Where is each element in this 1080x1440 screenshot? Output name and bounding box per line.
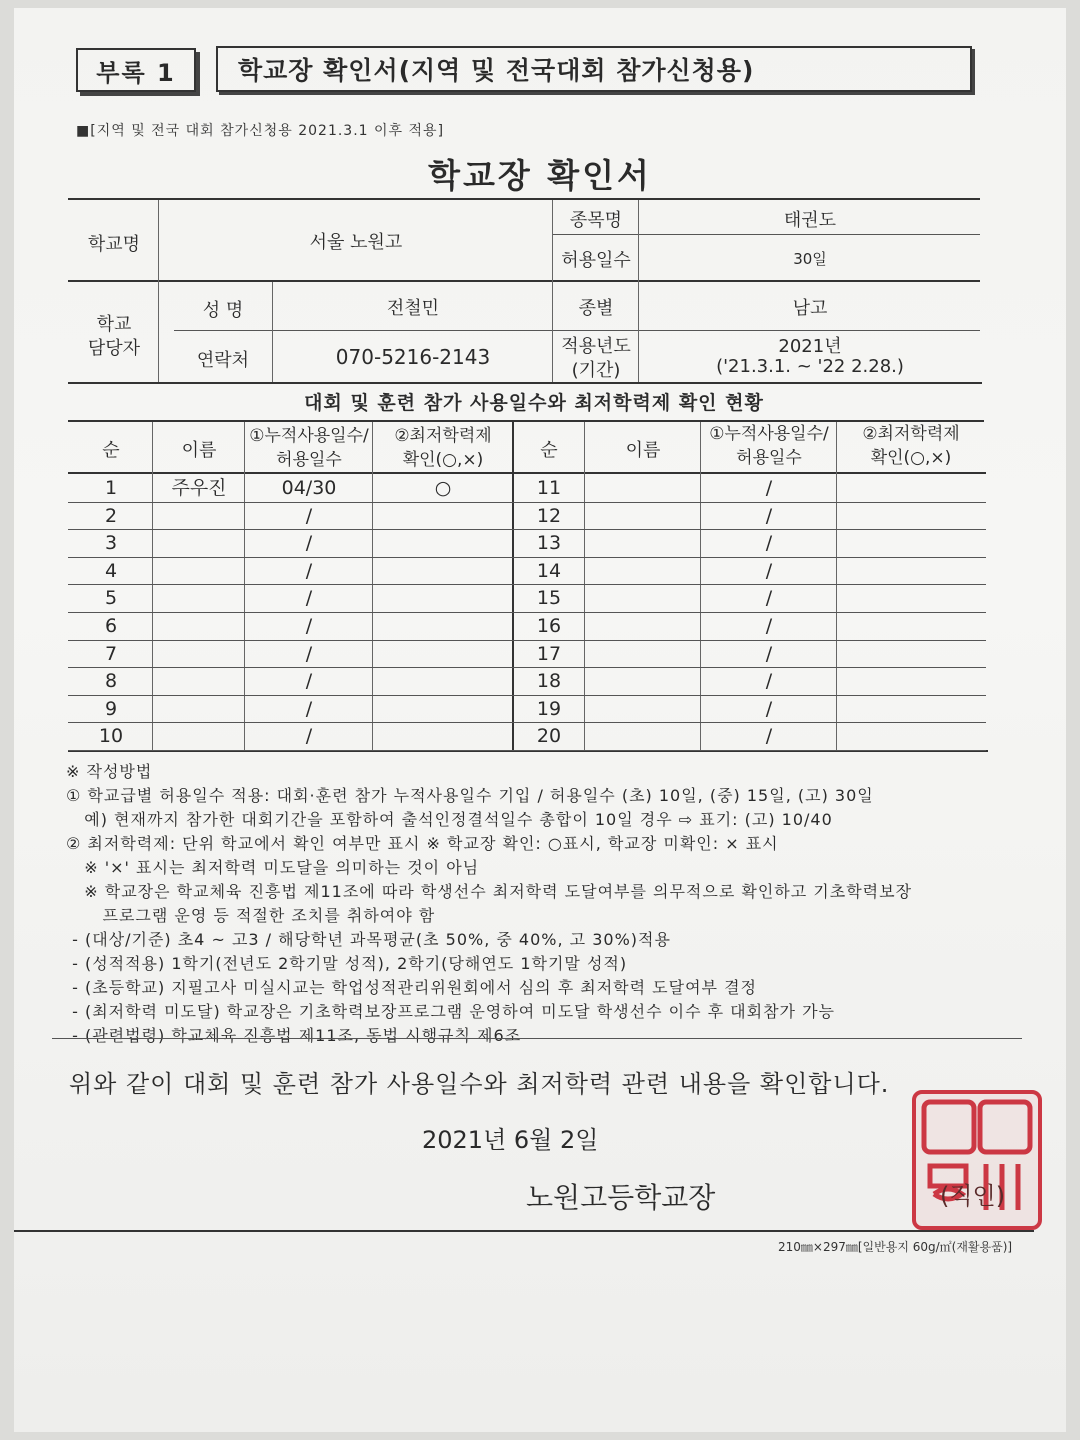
divider (68, 280, 980, 282)
col-min-header (838, 422, 984, 470)
divider (174, 330, 980, 331)
cell-no: 3 (104, 532, 118, 555)
year-value-2: ('21.3.1. ~ '22 2.28.) (716, 356, 904, 377)
document-title: 학교장 확인서 (428, 156, 652, 195)
paper-spec: 210㎜×297㎜[일반용지 60g/㎡(재활용품)] (778, 1240, 1013, 1254)
note-line: ① 학교급별 허용일수 적용: 대회·훈련 참가 누적사용일수 기입 / 허용일수 (초) 10일, (중) 15일, (고) 30일 (66, 786, 874, 805)
divider (152, 422, 153, 750)
divider (158, 200, 159, 382)
col-days-header-line2: 허용일수 (276, 450, 342, 470)
divider (552, 234, 980, 235)
col-name-header: 이름 (625, 440, 661, 461)
note-line: - (성적적용) 1학기(전년도 2학기말 성적), 2학기(당해연도 1학기말 성적) (66, 954, 628, 973)
divider (68, 198, 980, 200)
cell-days: / (305, 615, 313, 637)
cell-no: 12 (536, 504, 562, 527)
cell-days: / (305, 697, 313, 720)
cell-days: / (305, 670, 313, 693)
contact-value: 070-5216-2143 (335, 345, 491, 369)
cell-days: / (765, 725, 773, 748)
cell-no: 8 (104, 670, 118, 693)
name-value: 전철민 (386, 298, 440, 319)
cell-no: 6 (104, 615, 118, 637)
cell-no: 20 (536, 725, 562, 748)
manager-label-1: 학교 (96, 314, 132, 335)
cell-no: 14 (536, 559, 562, 582)
year-value-1: 2021년 (778, 336, 842, 357)
gender-label: 종별 (578, 298, 614, 319)
cell-no: 9 (104, 697, 118, 720)
cell-no: 15 (536, 587, 562, 610)
col-name-header: 이름 (181, 440, 217, 461)
cell-days: / (305, 559, 313, 582)
col-no-header: 순 (540, 440, 558, 461)
cell-no: 4 (104, 559, 118, 582)
divider (68, 382, 982, 384)
cell-no: 2 (104, 504, 118, 527)
school-value: 서울 노원고 (309, 232, 403, 253)
school-principal: 노원고등학교장 (526, 1181, 716, 1214)
divider (52, 1038, 1022, 1039)
year-label-2: (기간) (571, 360, 621, 381)
cell-days: / (765, 504, 773, 527)
note-line: - (대상/기준) 초4 ~ 고3 / 해당학년 과목평균(초 50%, 중 40%, 고 30%)적용 (66, 930, 671, 949)
note-line: ② 최저학력제: 단위 학교에서 확인 여부만 표시 ※ 학교장 확인: ○표시, 학교장 미확인: × 표시 (66, 834, 779, 853)
divider (552, 200, 553, 382)
col-min-header-line2: 확인(○,×) (870, 448, 952, 468)
col-days-header (702, 422, 836, 470)
cell-days: / (765, 615, 773, 637)
writing-instructions (66, 760, 1066, 1048)
col-min-header-line1: ②최저학력제 (394, 426, 492, 446)
days-label: 허용일수 (561, 250, 631, 271)
cell-no: 13 (536, 532, 562, 555)
cell-no: 1 (104, 477, 118, 499)
event-label: 종목명 (569, 210, 623, 231)
usage-table-title: 대회 및 훈련 참가 사용일수와 최저학력제 확인 현황 (304, 392, 764, 414)
divider (14, 1230, 1034, 1232)
appendix-label: 부록 1 (76, 48, 196, 92)
cell-no: 16 (536, 615, 562, 637)
divider (584, 422, 585, 750)
col-no-header: 순 (102, 440, 120, 461)
document-page (14, 8, 1066, 1432)
cell-min: ○ (434, 477, 452, 499)
note-line: 예) 현재까지 참가한 대회기간을 포함하여 출석인정결석일수 총합이 10일 경우 ⇨ 표기: (고) 10/40 (66, 810, 833, 829)
cell-days: / (305, 532, 313, 555)
col-min-header-line2: 확인(○,×) (402, 450, 484, 470)
cell-days: / (765, 587, 773, 610)
divider (638, 200, 639, 382)
cell-no: 17 (536, 642, 562, 665)
year-label-1: 적용년도 (561, 336, 631, 357)
note-line: 프로그램 운영 등 적절한 조치를 취하여야 함 (66, 906, 436, 925)
col-days-header-line1: ①누적사용일수/ (709, 424, 829, 444)
manager-label-2: 담당자 (87, 338, 141, 359)
cell-days: / (765, 642, 773, 665)
school-label: 학교명 (87, 234, 141, 255)
confirmation-statement: 위와 같이 대회 및 훈련 참가 사용일수와 최저학력 관련 내용을 확인합니다. (69, 1070, 890, 1098)
cell-days: / (765, 559, 773, 582)
cell-days: / (765, 532, 773, 555)
form-title: 학교장 확인서(지역 및 전국대회 참가신청용) (216, 46, 972, 92)
cell-no: 11 (536, 477, 562, 499)
contact-label: 연락처 (196, 350, 250, 371)
cell-no: 18 (536, 670, 562, 693)
applicability-note: ■[지역 및 전국 대회 참가신청용 2021.3.1 이후 적용] (76, 123, 445, 139)
days-value: 30일 (793, 250, 827, 268)
cell-days: / (305, 504, 313, 527)
cell-no: 5 (104, 587, 118, 610)
issue-date: 2021년 6월 2일 (422, 1126, 599, 1154)
note-line: ※ '×' 표시는 최저학력 미도달을 의미하는 것이 아님 (66, 858, 480, 877)
cell-name: 주우진 (171, 477, 227, 499)
gender-value: 남고 (792, 298, 828, 319)
note-line: - (초등학교) 지필고사 미실시교는 학업성적관리위원회에서 심의 후 최저학력 도달여부 결정 (66, 978, 757, 997)
cell-days: / (305, 642, 313, 665)
divider (700, 422, 701, 750)
col-min-header-line1: ②최저학력제 (862, 424, 960, 444)
col-min-header (374, 424, 512, 472)
cell-days: 04/30 (281, 477, 337, 499)
cell-days: / (305, 587, 313, 610)
note-line: ※ 작성방법 (66, 762, 153, 781)
divider (272, 282, 273, 382)
cell-days: / (765, 477, 773, 499)
col-days-header (246, 424, 372, 472)
note-line: - (관련법령) 학교체육 진흥법 제11조, 동법 시행규칙 제6조 (66, 1026, 522, 1045)
cell-no: 10 (98, 725, 124, 748)
col-days-header-line1: ①누적사용일수/ (249, 426, 369, 446)
cell-no: 19 (536, 697, 562, 720)
seal-label: (직인) (940, 1182, 1006, 1210)
cell-days: / (765, 697, 773, 720)
note-line: - (최저학력 미도달) 학교장은 기초학력보장프로그램 운영하여 미도달 학생선수 이수 후 대회참가 가능 (66, 1002, 835, 1021)
cell-days: / (305, 725, 313, 748)
note-line: ※ 학교장은 학교체육 진흥법 제11조에 따라 학생선수 최저학력 도달여부를 의무적으로 확인하고 기초학력보장 (66, 882, 913, 901)
col-days-header-line2: 허용일수 (736, 448, 802, 468)
divider (836, 422, 837, 750)
name-label: 성 명 (202, 300, 244, 321)
cell-no: 7 (104, 642, 118, 665)
event-value: 태권도 (783, 210, 837, 231)
cell-days: / (765, 670, 773, 693)
divider (372, 422, 373, 750)
divider (244, 422, 245, 750)
